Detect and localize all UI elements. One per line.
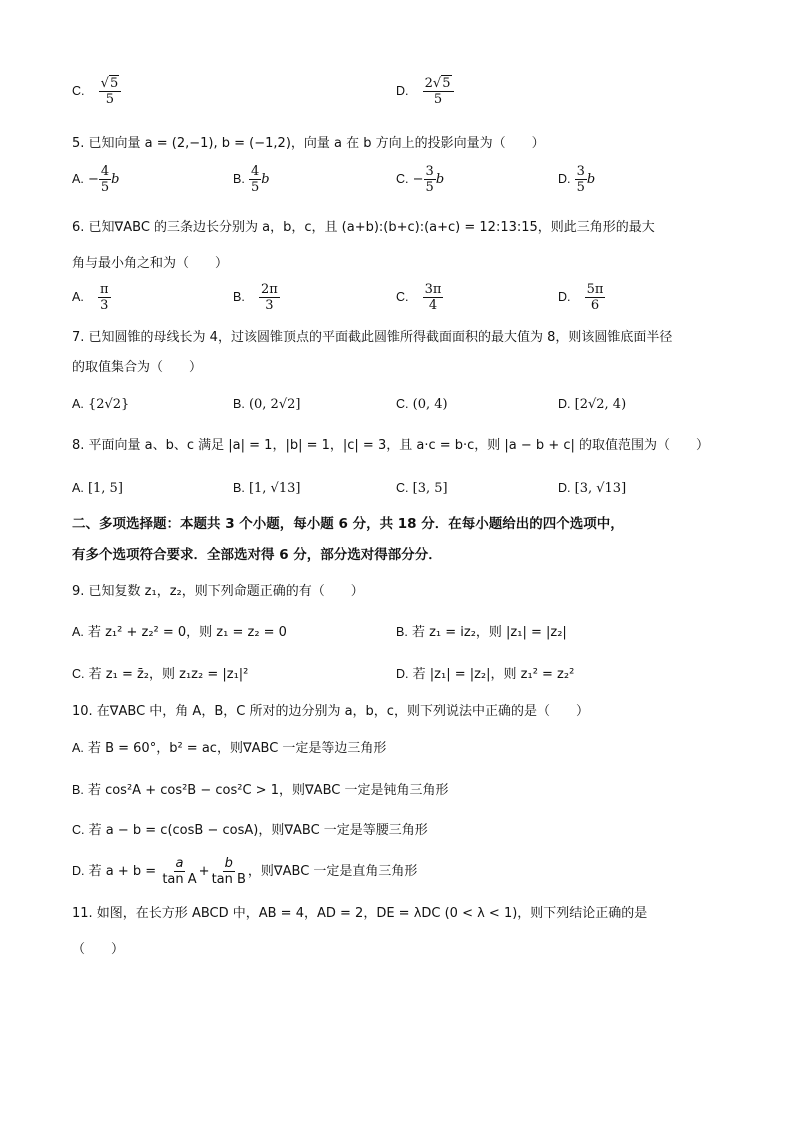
vector-variable: b [111,172,120,187]
fraction [423,282,444,313]
option-text: 若 B = 60°，b² = ac，则∇ABC 一定是等边三角形 [87,741,387,756]
q5-option-d [558,164,595,195]
fraction [259,282,280,313]
section-heading-line-2: 有多个选项符合要求．全部选对得 6 分，部分选对得部分分． [72,547,442,563]
fraction [99,76,122,107]
q6-stem-line-1: 6. 已知∇ABC 的三条边长分别为 a，b，c，且 (a+b):(b+c):(a+c) = 12:13:15，则此三角形的最大 [72,220,655,235]
q4-option-c [72,76,121,107]
fraction-numerator: π [99,282,109,297]
option-label: C. [396,481,409,495]
fraction-numerator: a [175,856,184,871]
fraction-numerator: 4 [250,164,260,179]
fraction-numerator: 2π [260,282,278,297]
vector-variable: b [261,172,270,187]
q9-stem: 9. 已知复数 z₁，z₂，则下列命题正确的有（ ） [72,584,364,599]
q7-stem-line-2: 的取值集合为（ ） [72,360,203,375]
q5-option-c [396,164,444,195]
fraction-numerator: 5π [586,282,604,297]
option-label: D. [558,481,571,495]
fraction-numerator: b [224,856,233,871]
fraction-denominator: 4 [428,298,438,313]
fraction-denominator: 3 [265,298,274,313]
fraction [424,164,436,195]
fraction-numerator: √5 [99,76,122,92]
sqrt-radicand: 5 [442,76,451,91]
q9-option-d [396,664,574,685]
option-label: B. [233,481,245,495]
option-label: A. [72,290,84,304]
option-label: C. [396,397,409,411]
q10-stem: 10. 在∇ABC 中，角 A，B，C 所对的边分别为 a，b，c，则下列说法中正确的是（ ） [72,704,589,719]
fraction-numerator: 3π [424,282,442,297]
option-label: B. [233,290,245,304]
q7-option-c [396,394,448,415]
option-label: A. [72,397,84,411]
fraction-denominator: tan B [211,872,246,887]
fraction-denominator: 5 [576,180,585,195]
option-label: B. [233,397,245,411]
option-label: D. [558,290,571,304]
q11-stem-line-1: 11. 如图，在长方形 ABCD 中，AB = 4，AD = 2，DE = λDC (0 < λ < 1)，则下列结论正确的是 [72,906,648,921]
q6-stem-line-2: 角与最小角之和为（ ） [72,256,229,271]
option-text: {2√2} [87,397,130,412]
fraction-denominator: 5 [250,180,260,195]
q6-option-d [558,282,605,313]
option-text: 若 z₁ = iz₂，则 |z₁| = |z₂| [411,625,567,640]
section-heading-line-1: 二、多项选择题：本题共 3 个小题，每小题 6 分，共 18 分．在每小题给出的四个选项中， [72,516,624,532]
q10-option-a [72,738,386,759]
fraction-denominator: 5 [100,180,110,195]
option-label: C. [72,823,85,837]
q11-stem-line-2: （ ） [72,942,125,957]
fraction [98,282,111,313]
q7-option-d [558,394,626,415]
q10-option-c [72,820,428,841]
q9-option-b [396,622,567,643]
q4-option-d [396,76,454,107]
option-label: D. [396,667,409,681]
sign: − [87,172,99,187]
q10-option-b [72,780,448,801]
q5-option-a [72,164,119,195]
option-text: 若 z₁ = z̄₂，则 z₁z₂ = |z₁|² [88,667,249,682]
option-text-post: ，则∇ABC 一定是直角三角形 [247,864,418,879]
coefficient: 2 [424,76,433,91]
q8-option-d [558,478,626,499]
q10-option-d: D. 若 a + b = $\frac{a}{\text{tan A}}$ + $\frac{b}{\text{tan B}}$ ，则∇ABC 一定是直角三角形 [72,856,418,887]
fraction [99,164,111,195]
fraction-denominator: 6 [590,298,600,313]
option-label: C. [72,84,85,98]
option-text: (0, 2√2] [248,397,301,412]
fraction-denominator: 5 [105,92,115,107]
fraction-denominator: tan A [162,872,197,887]
option-text: [2√2, 4) [574,397,627,412]
q6-option-b [233,282,280,313]
fraction [575,164,587,195]
option-text: 若 a − b = c(cosB − cosA)，则∇ABC 一定是等腰三角形 [88,823,428,838]
option-text: [1, 5] [87,481,123,496]
option-text: [3, √13] [574,481,627,496]
q8-option-c [396,478,448,499]
vector-variable: b [435,172,445,187]
q5-option-b [233,164,270,195]
option-label: D. [72,864,85,878]
option-label: A. [72,741,84,755]
q8-option-a [72,478,123,499]
option-label: C. [72,667,85,681]
option-label: A. [72,625,84,639]
option-label: C. [396,172,409,186]
option-label: B. [72,783,84,797]
option-label: A. [72,481,84,495]
fraction-numerator: 3 [425,164,434,179]
option-label: D. [396,84,409,98]
fraction-denominator: 5 [425,180,434,195]
fraction [249,164,261,195]
fraction-numerator: 3 [576,164,585,179]
q9-option-a [72,622,287,643]
option-text: [3, 5] [412,481,448,496]
q5-stem: 5. 已知向量 a = (2,−1), b = (−1,2)，向量 a 在 b 方向上的投影向量为（ ） [72,136,545,151]
option-text: [1, √13] [248,481,301,496]
option-label: A. [72,172,84,186]
fraction [160,856,198,887]
fraction [585,282,606,313]
q8-option-b [233,478,300,499]
option-text: 若 |z₁| = |z₂|，则 z₁² = z₂² [412,667,575,682]
fraction-numerator: 2√5 [423,76,454,92]
fraction [423,76,454,107]
option-text: (0, 4) [412,397,448,412]
option-text: 若 cos²A + cos²B − cos²C > 1，则∇ABC 一定是钝角三角形 [87,783,449,798]
vector-variable: b [586,172,596,187]
q6-option-a [72,282,111,313]
option-label: C. [396,290,409,304]
fraction-denominator: 3 [100,298,109,313]
q7-option-a [72,394,129,415]
q7-option-b [233,394,300,415]
q6-option-c [396,282,443,313]
fraction-denominator: 5 [433,92,443,107]
option-text-pre: 若 a + b = [88,864,157,879]
sqrt-radicand: 5 [109,76,119,91]
option-label: D. [558,172,571,186]
sign: − [412,172,424,187]
fraction [210,856,248,887]
option-text: 若 z₁² + z₂² = 0，则 z₁ = z₂ = 0 [87,625,287,640]
q9-option-c [72,664,248,685]
option-label: B. [233,172,245,186]
option-label: B. [396,625,408,639]
q8-stem: 8. 平面向量 a、b、c 满足 |a| = 1，|b| = 1，|c| = 3，且 a·c = b·c，则 |a − b + c| 的取值范围为（ ） [72,438,710,453]
fraction-numerator: 4 [100,164,110,179]
option-label: D. [558,397,571,411]
q7-stem-line-1: 7. 已知圆锥的母线长为 4，过该圆锥顶点的平面截此圆锥所得截面面积的最大值为 8，则该圆锥底面半径 [72,330,673,345]
